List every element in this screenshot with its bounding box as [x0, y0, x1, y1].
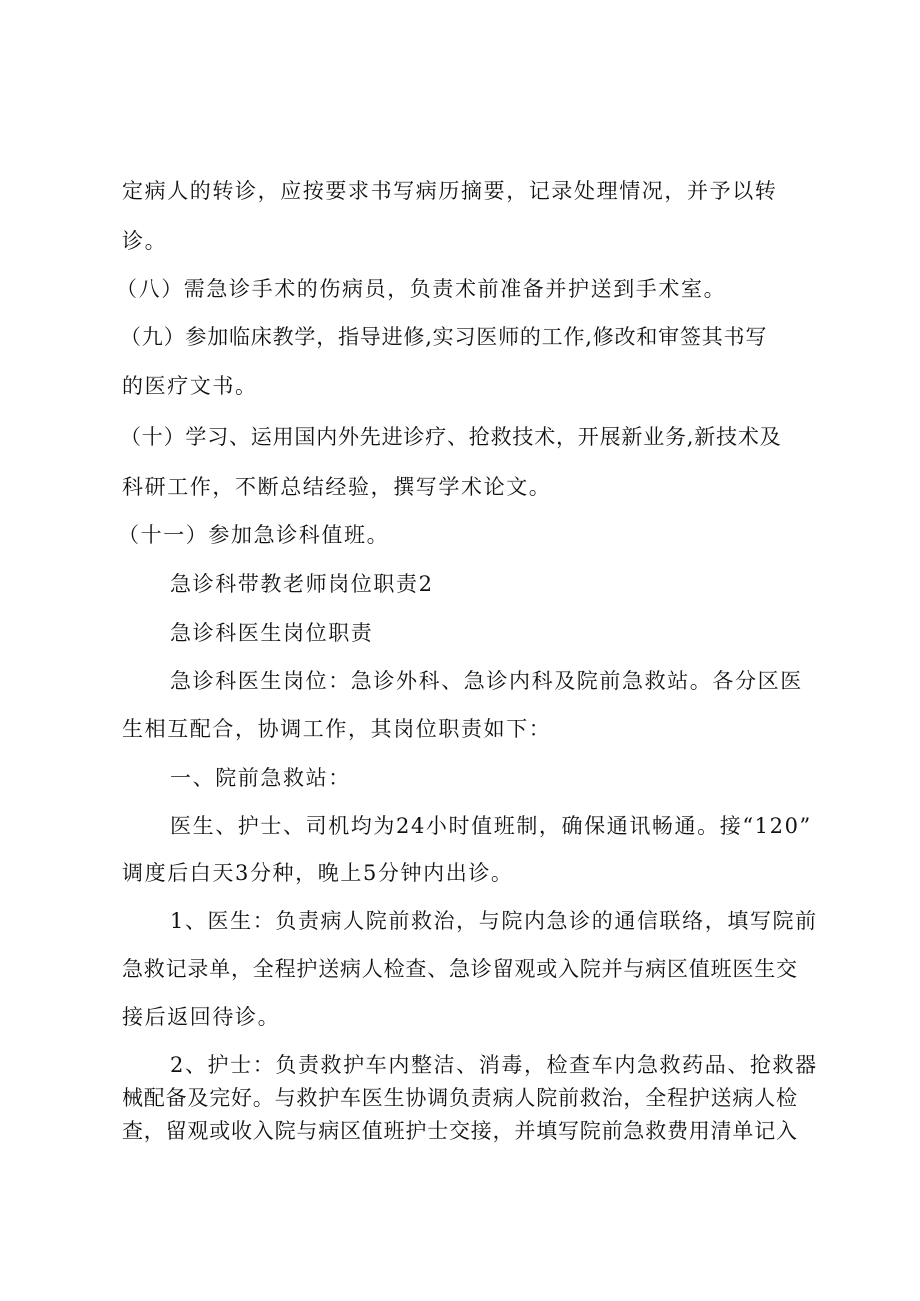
paragraph-line: 急诊科医生岗位：急诊外科、急诊内科及院前急救站。各分区医: [170, 669, 803, 693]
paragraph-line: （八）需急诊手术的伤病员，负责术前准备并护送到手术室。: [116, 277, 727, 301]
paragraph-line: 1、医生：负责病人院前救治，与院内急诊的通信联络，填写院前: [170, 909, 818, 933]
paragraph-line: 2、护士：负责救护车内整洁、消毒，检查车内急救药品、抢救器: [170, 1053, 818, 1077]
paragraph-line: 接后返回待诊。: [122, 1005, 281, 1029]
paragraph-line: 械配备及完好。与救护车医生协调负责病人院前救治，全程护送病人检: [122, 1086, 798, 1110]
paragraph-line: 科研工作，不断总结经验，撰写学术论文。: [122, 475, 552, 499]
section-heading: 急诊科医生岗位职责: [170, 621, 374, 645]
paragraph-line: 查，留观或收入院与病区值班护士交接，并填写院前急救费用清单记入: [122, 1119, 798, 1143]
paragraph-line: 生相互配合，协调工作，其岗位职责如下：: [122, 717, 552, 741]
paragraph-line: （十）学习、运用国内外先进诊疗、抢救技术，开展新业务,新技术及: [120, 425, 782, 449]
paragraph-line: （十一）参加急诊科值班。: [118, 523, 390, 547]
section-heading: 急诊科带教老师岗位职责2: [170, 572, 434, 596]
subsection-heading: 一、院前急救站：: [170, 766, 351, 790]
paragraph-line: 诊。: [122, 229, 168, 253]
paragraph-line: 定病人的转诊，应按要求书写病历摘要，记录处理情况，并予以转: [122, 179, 778, 203]
paragraph-line: 医生、护士、司机均为24小时值班制，确保通讯畅通。接“120”: [170, 814, 812, 838]
paragraph-line: 的医疗文书。: [122, 374, 258, 398]
paragraph-line: 急救记录单，全程护送病人检查、急诊留观或入院并与病区值班医生交: [122, 957, 798, 981]
paragraph-line: （九）参加临床教学，指导进修,实习医师的工作,修改和审签其书写: [120, 325, 768, 349]
paragraph-line: 调度后白天3分种，晚上5分钟内出诊。: [122, 861, 514, 885]
